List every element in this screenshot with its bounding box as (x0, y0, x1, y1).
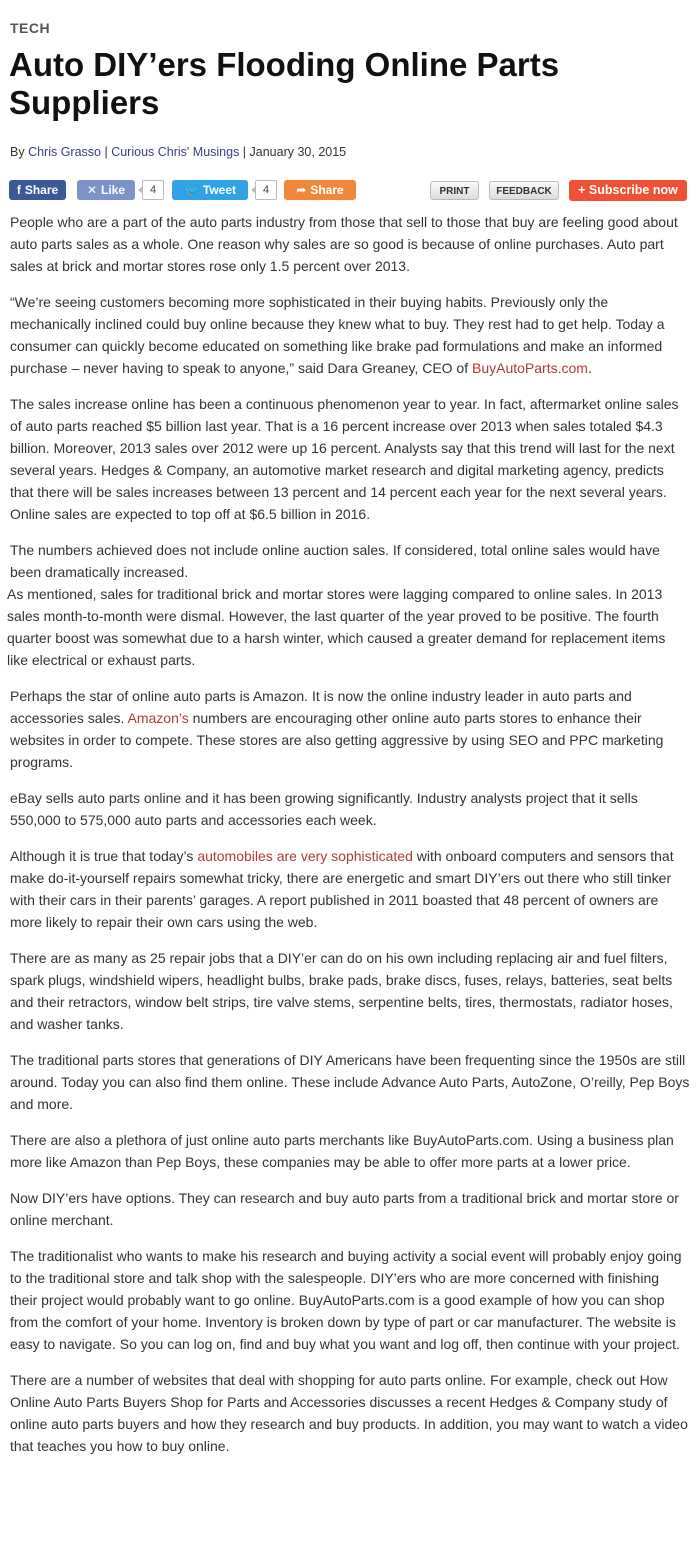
paragraph: As mentioned, sales for traditional brick and mortar stores were lagging compared to online sales. In 2013 sales month-to-month were dismal. However, the last quarter of the year proved to be positive. The fourth quarter boost was somewhat due to a harsh winter, which caused a greater demand for replacement items like electrical or exhaust parts. (7, 586, 666, 668)
amazon-link[interactable]: Amazon’s (127, 710, 189, 726)
share-bar (9, 180, 689, 204)
feedback-button[interactable]: FEEDBACK (489, 181, 559, 200)
facebook-share-button[interactable] (9, 180, 66, 200)
paragraph (10, 685, 690, 773)
paragraph: The numbers achieved does not include online auction sales. If considered, total online sales would have been dramatically increased. (10, 542, 660, 580)
paragraph: The sales increase online has been a continuous phenomenon year to year. In fact, aftermarket online sales of auto parts reached $5 billion last year. That is a 16 percent increase over 2013 when sales totaled $4.3 billion. Moreover, 2013 sales over 2012 were up 16 percent. Analysts say that this trend will last for the next several years. Hedges & Company, an automotive market research and digital marketing agency, predicts that there will be sales increases between 13 percent and 14 percent each year for the next several years. Online sales are expected to top off at $6.5 billion in 2016. (10, 396, 679, 522)
paragraph-text: with onboard computers and sensors that make do-it-yourself repairs somewhat tricky, there are energetic and smart DIY’ers out there who still tinker with their cars in their parents’ garages. A report published in 2011 boasted that 48 percent of owners are more likely to repair their own cars using the web. (10, 848, 674, 930)
print-button[interactable]: PRINT (430, 181, 479, 200)
facebook-share-label: Share (24, 183, 59, 197)
paragraph: eBay sells auto parts online and it has been growing significantly. Industry analysts project that it sells 550,000 to 575,000 auto parts and accessories each week. (10, 790, 638, 828)
tweet-label: Tweet (202, 183, 237, 197)
section-label: TECH (10, 20, 51, 36)
paragraph: There are also a plethora of just online auto parts merchants like BuyAutoParts.com. Using a business plan more like Amazon than Pep Boys, these companies may be able to offer more parts at a lower price. (10, 1132, 674, 1170)
share-button[interactable] (284, 180, 356, 200)
blog-link[interactable]: Curious Chris' Musings (111, 145, 240, 159)
article-title: Auto DIY’ers Flooding Online Parts Suppliers (9, 46, 560, 121)
paragraph-text: Perhaps the star of online auto parts is Amazon. It is now the online industry leader in auto parts and accessories sales. (10, 688, 632, 726)
byline-separator: | (239, 145, 250, 159)
like-button[interactable] (77, 180, 135, 200)
paragraph: People who are a part of the auto parts industry from those that sell to those that buy are feeling good about auto parts sales as a whole. One reason why sales are so good is because of online purchases. Auto part sales at brick and mortar stores rose only 1.5 percent over 2013. (10, 214, 678, 274)
paragraph-text: . (587, 360, 592, 376)
paragraph: There are a number of websites that deal with shopping for auto parts online. For example, check out How Online Auto Parts Buyers Shop for Parts and Accessories discusses a recent Hedges & Company study of online auto parts buyers and how they research and buy products. In addition, you may want to watch a video that teaches you how to buy online. (10, 1372, 688, 1454)
paragraph-text: “We’re seeing customers becoming more sophisticated in their buying habits. Previously only the mechanically inclined could buy online because they knew what to buy. They rest had to get help. Today a consumer can quickly become educated on something like brake pad formulations and make an informed purchase – never having to speak to anyone,” said Dara Greaney, CEO of (10, 294, 665, 376)
article-body (7, 211, 690, 1471)
automobiles-link[interactable]: automobiles are very sophisticated (197, 848, 413, 864)
paragraph: Now DIY’ers have options. They can research and buy auto parts from a traditional brick and mortar store or online merchant. (10, 1190, 679, 1228)
subscribe-button[interactable]: + Subscribe now (569, 180, 687, 201)
publish-date: January 30, 2015 (249, 145, 347, 159)
twitter-bird-icon: 🐦 (183, 183, 199, 197)
byline (10, 145, 346, 159)
byline-separator: | (101, 145, 112, 159)
paragraph (10, 845, 690, 933)
buyautoparts-link[interactable]: BuyAutoParts.com (472, 360, 588, 376)
paragraph-text: Although it is true that today’s (10, 848, 198, 864)
like-label: Like (101, 183, 126, 197)
share-arrow-icon: ➦ (296, 183, 307, 197)
author-link[interactable]: Chris Grasso (28, 145, 101, 159)
x-icon: ✕ (86, 183, 98, 197)
tweet-button[interactable] (172, 180, 248, 200)
byline-prefix: By (10, 145, 29, 159)
like-count: 4 (142, 180, 164, 200)
paragraph: There are as many as 25 repair jobs that a DIY’er can do on his own including replacing air and fuel filters, spark plugs, windshield wipers, headlight bulbs, brake pads, brake discs, fuses, relays, batteries, seat belts and their retractors, window belt strips, tire valve stems, serpentine belts, tires, thermostats, radiator hoses, and washer tanks. (10, 950, 673, 1032)
share-label: Share (310, 183, 344, 197)
facebook-icon: f (16, 183, 21, 197)
paragraph (10, 291, 690, 379)
tweet-count: 4 (255, 180, 277, 200)
paragraph-text: numbers are encouraging other online auto parts stores to enhance their websites in order to compete. These stores are also getting aggressive by using SEO and PPC marketing programs. (10, 710, 664, 770)
paragraph: The traditional parts stores that generations of DIY Americans have been frequenting since the 1950s are still around. Today you can also find them online. These include Advance Auto Parts, AutoZone, O’reilly, Pep Boys and more. (10, 1052, 690, 1112)
paragraph: The traditionalist who wants to make his research and buying activity a social event will probably enjoy going to the traditional store and talk shop with the salespeople. DIY’ers who are more concerned with finishing their project would probably want to go online. BuyAutoParts.com is a good example of how you can shop from the comfort of your home. Inventory is broken down by type of part or car manufacturer. The website is easy to navigate. So you can log on, find and buy what you want and log off, then continue with your project. (10, 1248, 682, 1352)
